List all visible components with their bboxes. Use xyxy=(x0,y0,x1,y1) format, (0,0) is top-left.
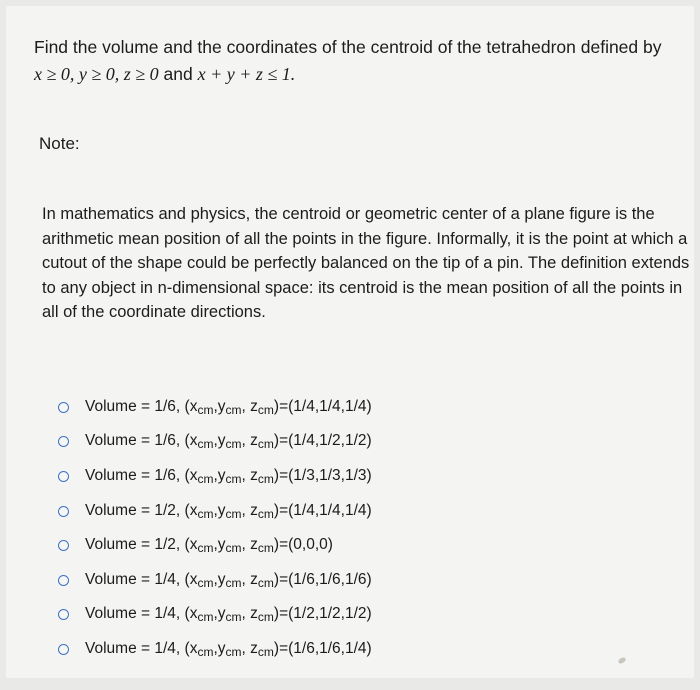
radio-button[interactable] xyxy=(58,540,69,551)
option-label: Volume = 1/6, ($x_{cm},y_{cm}$, $z_{cm})=(1/4,1/2,1/2)$ xyxy=(85,432,372,452)
answer-option[interactable] xyxy=(58,459,372,494)
radio-button[interactable] xyxy=(58,575,69,586)
answer-option[interactable] xyxy=(58,632,372,667)
option-label: Volume = 1/2, ($x_{cm},y_{cm}$, $z_{cm})=(0,0,0)$ xyxy=(85,536,333,556)
radio-button[interactable] xyxy=(58,436,69,447)
pen-mark xyxy=(617,656,626,664)
question-text: Find the volume and the coordinates of the centroid of the tetrahedron defined by xyxy=(34,37,662,57)
condition-and: and xyxy=(163,64,193,84)
option-label: Volume = 1/2, ($x_{cm},y_{cm}$, $z_{cm})=(1/4,1/4,1/4)$ xyxy=(85,501,372,521)
question-prompt xyxy=(34,34,684,88)
answer-option[interactable] xyxy=(58,390,372,425)
option-label: Volume = 1/4, ($x_{cm},y_{cm}$, $z_{cm})=(1/2,1/2,1/2)$ xyxy=(85,605,372,625)
radio-button[interactable] xyxy=(58,609,69,620)
condition-nonneg: x ≥ 0, y ≥ 0, z ≥ 0 xyxy=(34,64,159,84)
answer-option[interactable] xyxy=(58,425,372,460)
option-label: Volume = 1/6, ($x_{cm},y_{cm}$, $z_{cm})=(1/4,1/4,1/4)$ xyxy=(85,397,372,417)
answer-option[interactable] xyxy=(58,494,372,529)
option-label: Volume = 1/6, ($x_{cm},y_{cm}$, $z_{cm})=(1/3,1/3,1/3)$ xyxy=(85,466,372,486)
answer-option[interactable] xyxy=(58,528,372,563)
radio-button[interactable] xyxy=(58,644,69,655)
option-label: Volume = 1/4, ($x_{cm},y_{cm}$, $z_{cm})=(1/6,1/6,1/6)$ xyxy=(85,570,372,590)
centroid-definition: In mathematics and physics, the centroid or geometric center of a plane figure is the arithmetic mean position of all the points in the figure. Informally, it is the point at which a cutout of the shape could be perfectly balanced on the tip of a pin. The definition extends to any object in n-dimensional space: its centroid is the mean position of all the points in all of the coordinate directions. xyxy=(42,205,690,321)
option-label: Volume = 1/4, ($x_{cm},y_{cm}$, $z_{cm})=(1/6,1/6,1/4)$ xyxy=(85,639,372,659)
answer-option[interactable] xyxy=(58,563,372,598)
condition-sum: x + y + z ≤ 1. xyxy=(197,64,296,84)
question-page xyxy=(6,6,694,678)
answer-options xyxy=(58,390,372,667)
radio-button[interactable] xyxy=(58,402,69,413)
radio-button[interactable] xyxy=(58,506,69,517)
radio-button[interactable] xyxy=(58,471,69,482)
note-label: Note: xyxy=(39,134,80,153)
answer-option[interactable] xyxy=(58,598,372,633)
